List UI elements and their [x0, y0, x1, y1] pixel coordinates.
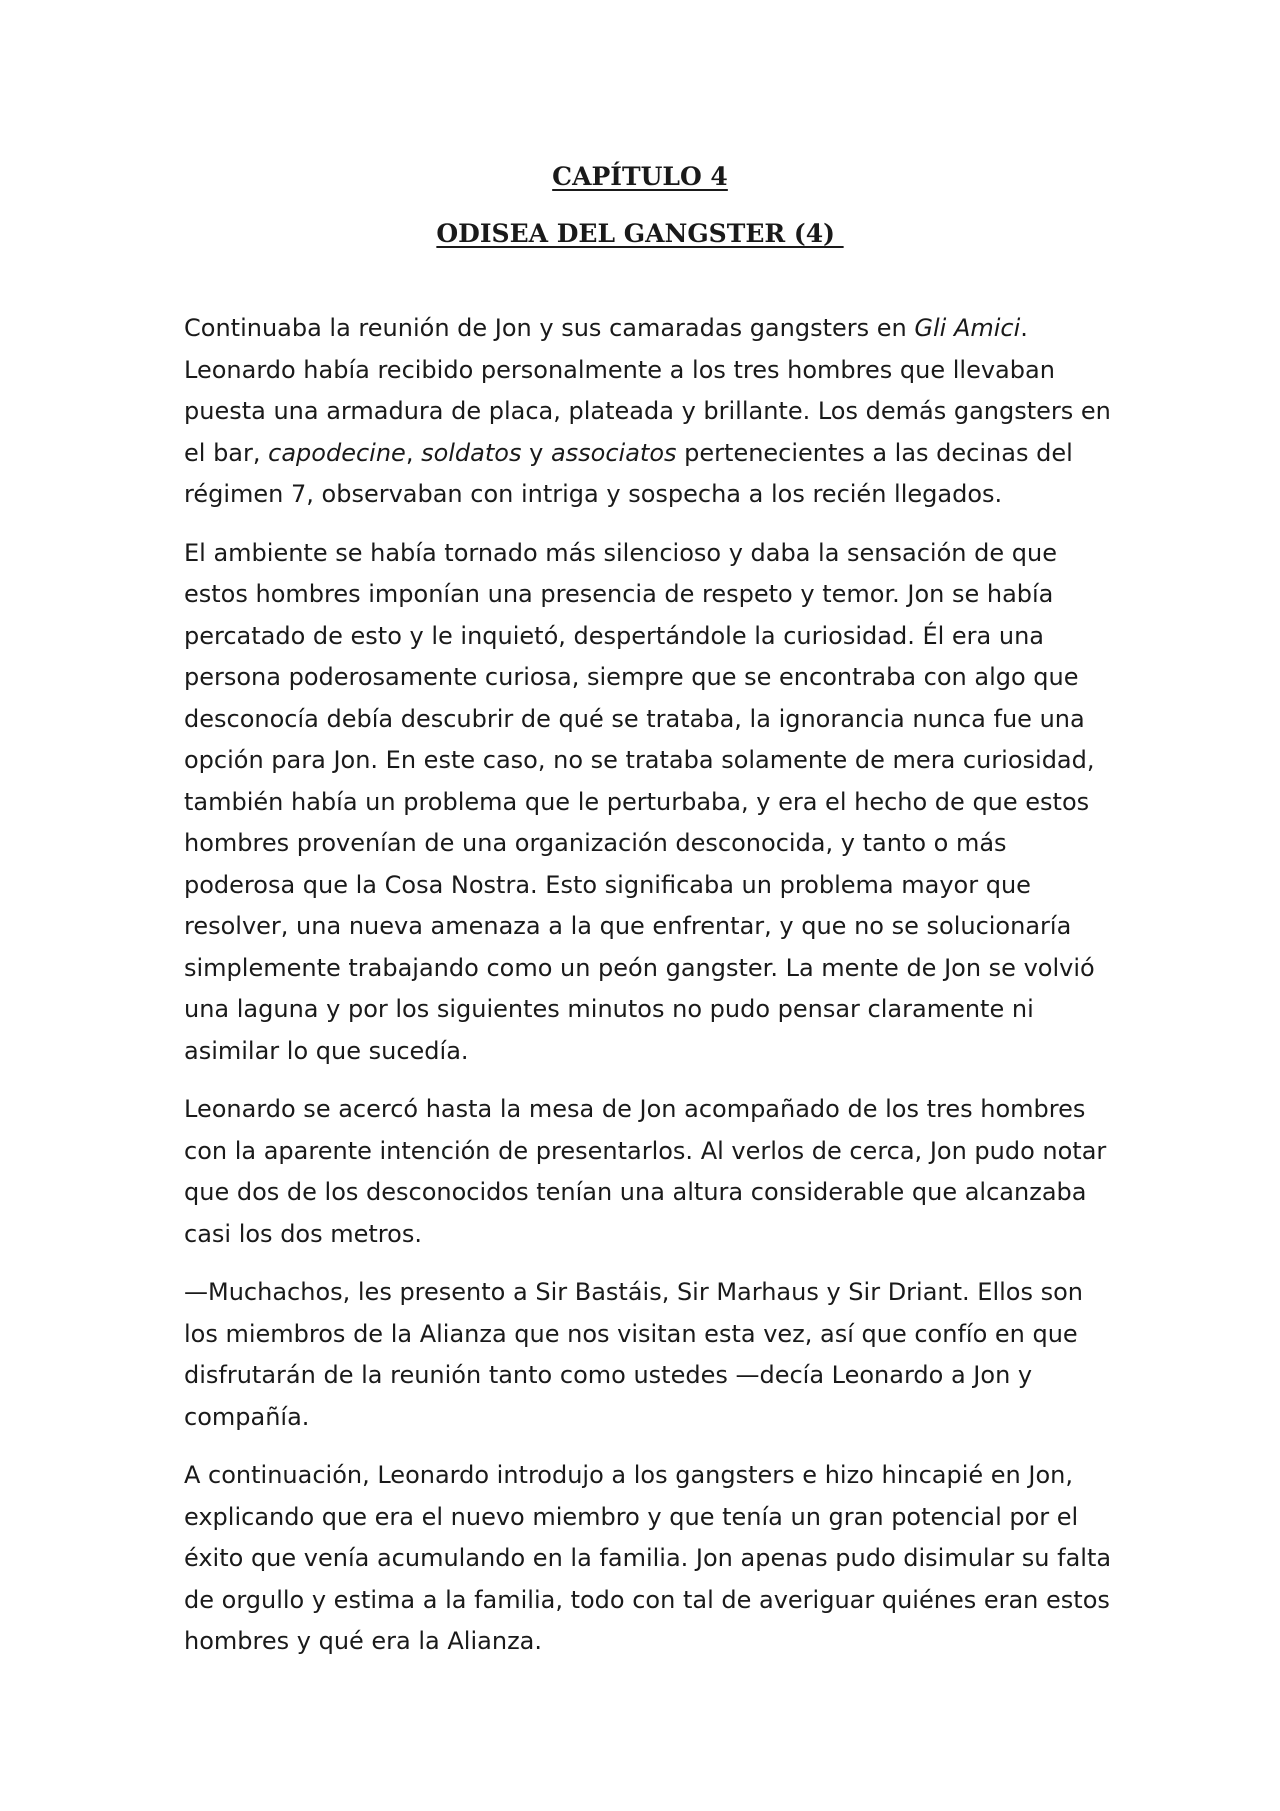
paragraph-3: Leonardo se acercó hasta la mesa de Jon acompañado de los tres hombres con la aparente intención de presentarlos. Al verlos de cerca, Jon pudo notar que dos de los desconocidos tenían una altura considerable que alcanzaba casi los dos metros.	[184, 1095, 1107, 1248]
paragraph-5: A continuación, Leonardo introdujo a los gangsters e hizo hincapié en Jon, explicando que era el nuevo miembro y que tenía un gran potencial por el éxito que venía acumulando en la familia. Jon apenas pudo disimular su falta de orgullo y estima a la familia, todo con tal de averiguar quiénes eran estos hombres y qué era la Alianza.	[184, 1461, 1112, 1655]
paragraph-1	[184, 308, 1114, 516]
italic-soldatos: soldatos	[421, 438, 522, 467]
paragraph-1-text-5: pertenecientes a las decinas del régimen 7, observaban con intriga y sospecha a los recién llegados.	[184, 438, 1073, 508]
italic-gli-amici: Gli Amici	[914, 314, 1021, 342]
paragraph-1-text-4: y	[521, 438, 551, 467]
paragraph-4: —Muchachos, les presento a Sir Bastáis, Sir Marhaus y Sir Driant. Ellos son los miembros de la Alianza que nos visitan esta vez, así que confío en que disfrutarán de la reunión tanto como ustedes —decía Leonardo a Jon y compañía.	[184, 1278, 1084, 1431]
paragraph-1-text-1: Continuaba la reunión de Jon y sus camaradas gangsters en	[184, 314, 915, 342]
body-text	[184, 308, 1114, 1680]
paragraph-2: El ambiente se había tornado más silencioso y daba la sensación de que estos hombres imponían una presencia de respeto y temor. Jon se había percatado de esto y le inquietó, despertándole la curiosidad. Él era una persona poderosamente curiosa, siempre que se encontraba con algo que desconocía debía descubrir de qué se trataba, la ignorancia nunca fue una opción para Jon. En este caso, no se trataba solamente de mera curiosidad, también había un problema que le perturbaba, y era el hecho de que estos hombres provenían de una organización desconocida, y tanto o más poderosa que la Cosa Nostra. Esto significaba un problema mayor que resolver, una nueva amenaza a la que enfrentar, y que no se solucionaría simplemente trabajando como un peón gangster. La mente de Jon se volvió una laguna y por los siguientes minutos no pudo pensar claramente ni asimilar lo que sucedía.	[184, 538, 1095, 1065]
italic-associatos: associatos	[550, 438, 677, 467]
paragraph-1-text-2: . Leonardo había recibido personalmente a los tres hombres que llevaban puesta una armadura de placa, plateada y brillante. Los demás gangsters en el bar,	[184, 314, 1111, 467]
italic-capodecine: capodecine	[268, 438, 406, 467]
chapter-title: CAPÍTULO 4	[552, 162, 728, 191]
paragraph-1-text-3: ,	[405, 438, 422, 467]
chapter-subtitle: ODISEA DEL GANGSTER (4)	[436, 219, 844, 248]
